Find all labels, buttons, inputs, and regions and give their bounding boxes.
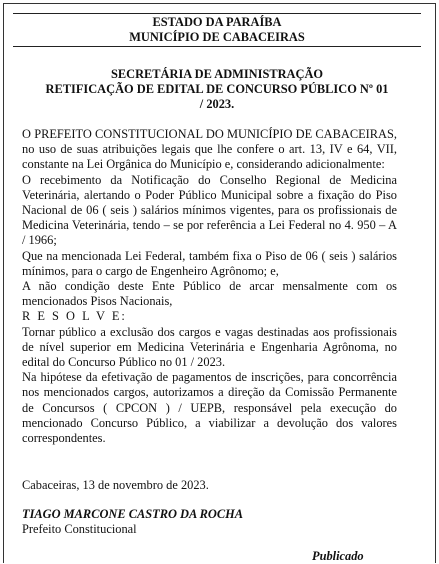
department-title: SECRETÁRIA DE ADMINISTRAÇÃO — [110, 67, 324, 81]
document-body — [22, 127, 397, 446]
body-paragraph-exclusion: Tornar público a exclusão dos cargos e vagas destinadas aos profissionais de nível superior em Medicina Veterinária e Engenharia Agrônoma, no edital do Concurso Público no 01 / 2023. — [22, 324, 397, 370]
resolve-heading: R E S O L V E: — [22, 309, 127, 324]
body-paragraph-refund: Na hipótese da efetivação de pagamentos de inscrições, para concorrência nos mencionados cargos, autorizamos a direção da Comissão Permanente de Concursos ( CPCON ) / UEPB, responsável pela execução do mencionado Concurso Público, a viabilizar a devolução dos valores correspondentes. — [22, 370, 397, 446]
document-date: Cabaceiras, 13 de novembro de 2023. — [22, 478, 209, 492]
body-paragraph-notification: O recebimento da Notificação do Conselho Regional de Medicina Veterinária, alertando o Poder Público Municipal sobre a fixação do Piso Nacional de 06 ( seis ) salários mínimos vigentes, para os profissionais de Medicina Veterinária, tendo – se por referência a Lei Federal no 4. 950 – A / 1966; — [22, 172, 397, 248]
signatory-name: TIAGO MARCONE CASTRO DA ROCHA — [22, 507, 244, 521]
document-title — [18, 67, 416, 112]
rectification-title: RETIFICAÇÃO DE EDITAL DE CONCURSO PÚBLICO Nº 01 — [45, 82, 389, 96]
signatory-role: Prefeito Constitucional — [22, 522, 137, 536]
rectification-title-cont: / 2023. — [199, 97, 235, 111]
municipality-name: MUNICÍPIO DE CABACEIRAS — [129, 30, 305, 44]
cut-off-footer-text: Publicado — [312, 549, 364, 563]
state-name: ESTADO DA PARAÍBA — [152, 15, 282, 29]
document-header — [13, 13, 421, 47]
body-paragraph-condition: A não condição deste Ente Público de arcar mensalmente com os mencionados Pisos Nacionais, — [22, 279, 397, 309]
body-paragraph-federal-law: Que na mencionada Lei Federal, também fixa o Piso de 06 ( seis ) salários mínimos, para o cargo de Engenheiro Agrônomo; e, — [22, 248, 397, 278]
body-paragraph-intro: O PREFEITO CONSTITUCIONAL DO MUNICÍPIO DE CABACEIRAS, no uso de suas atribuições legais que lhe confere o art. 13, IV e 64, VII, constante na Lei Orgânica do Município e, considerando adicionalmente: — [22, 127, 397, 172]
